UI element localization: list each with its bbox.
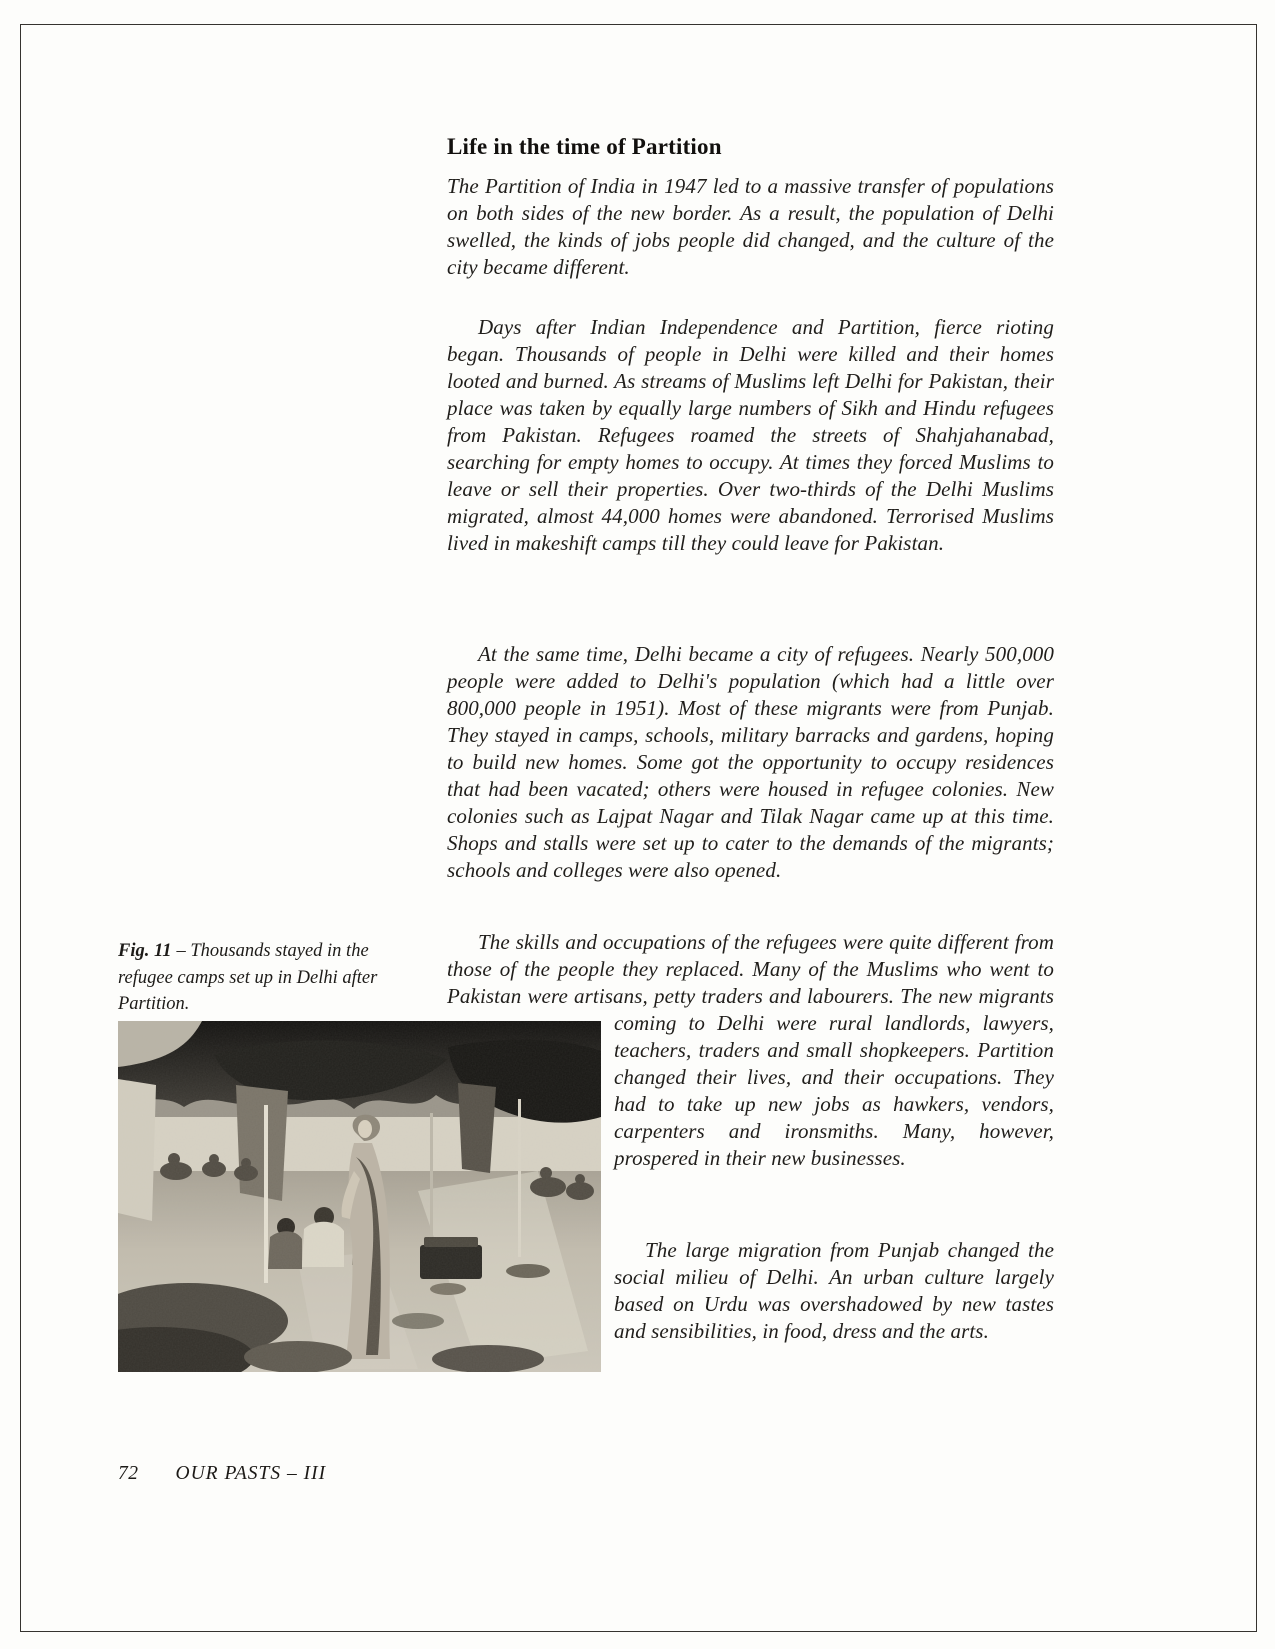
refugee-camp-photo-illustration bbox=[118, 1021, 601, 1372]
page-footer bbox=[118, 1463, 618, 1485]
paragraph-social-milieu: The large migration from Punjab changed the social milieu of Delhi. An urban culture largely based on Urdu was overshadowed by new tastes and sensibilities, in food, dress and the arts. bbox=[614, 1238, 1054, 1343]
section-heading: Life in the time of Partition bbox=[447, 134, 722, 159]
book-title: OUR PASTS – III bbox=[175, 1463, 327, 1484]
paragraph-skills-occupations-text: The skills and occupations of the refugees were quite different from those of the people they replaced. Many of the Muslims who went to Pakistan were artisans, petty traders and labourers. The new migrants coming to Delhi were rural landlords, lawyers, teachers, traders and small shopkeepers. Partition changed their lives, and their occupations. They had to take up new jobs as hawkers, vendors, carpenters and ironsmiths. Many, however, prospered in their new businesses. bbox=[447, 930, 1054, 1170]
figure-caption bbox=[118, 938, 426, 1018]
paragraph-partition-intro: The Partition of India in 1947 led to a massive transfer of populations on both sides of the new border. As a result, the population of Delhi swelled, the kinds of jobs people did changed, and the culture of the city became different. bbox=[447, 174, 1054, 279]
paragraph-city-of-refugees: At the same time, Delhi became a city of refugees. Nearly 500,000 people were added to Delhi's population (which had a little over 800,000 people in 1951). Most of these migrants were from Punjab. They stayed in camps, schools, military barracks and gardens, hoping to build new homes. Some got the opportunity to occupy residences that had been vacated; others were housed in refugee colonies. New colonies such as Lajpat Nagar and Tilak Nagar came up at this time. Shops and stalls were set up to cater to the demands of the migrants; schools and colleges were also opened. bbox=[447, 642, 1054, 882]
figure-caption-text: – Thousands stayed in the refugee camps set up in Delhi after Partition. bbox=[118, 941, 378, 1014]
figure-label: Fig. 11 bbox=[118, 941, 172, 961]
refugee-camp-photo bbox=[118, 1021, 601, 1372]
page-number: 72 bbox=[118, 1463, 139, 1484]
paragraph-rioting: Days after Indian Independence and Partition, fierce rioting began. Thousands of people in Delhi were killed and their homes looted and burned. As streams of Muslims left Delhi for Pakistan, their place was taken by equally large numbers of Sikh and Hindu refugees from Pakistan. Refugees roamed the streets of Shahjahanabad, searching for empty homes to occupy. At times they forced Muslims to leave or sell their properties. Over two-thirds of the Delhi Muslims migrated, almost 44,000 homes were abandoned. Terrorised Muslims lived in makeshift camps till they could leave for Pakistan. bbox=[447, 315, 1054, 555]
